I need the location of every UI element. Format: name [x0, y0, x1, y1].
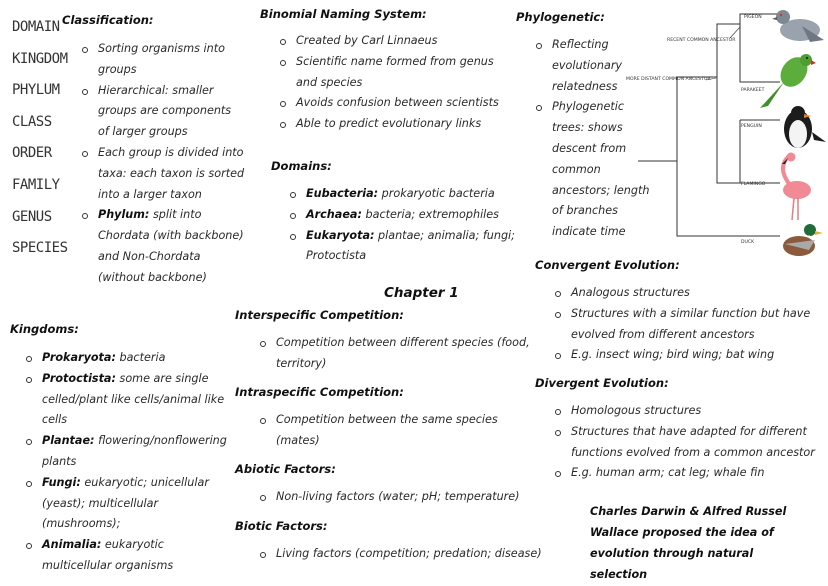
bullet-item [24, 473, 230, 535]
bullet-text: Each group is divided into taxa: each taxon is sorted into a larger taxon [98, 145, 245, 201]
recent-ancestor-pointer [730, 27, 740, 38]
bullet-text: bacteria; extremophiles [361, 207, 499, 221]
bullet-item [258, 410, 498, 452]
bullet-item [278, 114, 518, 135]
tree-branch [740, 24, 780, 82]
bullet-text: Structures that have adapted for different functions evolved from a common ancestor [571, 424, 815, 459]
bullet-text: Avoids confusion between scientists [296, 96, 499, 110]
bullet-text: plantae; animalia; fungi; Protoctista [306, 228, 515, 263]
bullet-item [278, 31, 518, 52]
duck-icon [783, 224, 823, 256]
interspecific-list [258, 333, 534, 375]
binomial-heading: Binomial Naming System: [260, 7, 427, 21]
taxon-rank: ORDER [12, 145, 52, 162]
bullet-term: Prokaryota: [42, 351, 116, 364]
bullet-item [278, 52, 518, 94]
chapter-title: Chapter 1 [384, 285, 459, 301]
intraspecific-heading: Intraspecific Competition: [235, 385, 404, 399]
bullet-text: flowering/nonflowering plants [42, 434, 227, 468]
taxon-rank: CLASS [12, 113, 52, 130]
bullet-text: eukaryotic multicellular organisms [42, 538, 174, 572]
bullet-text: eukaryotic; unicellular (yeast); multicellular (mushrooms); [42, 475, 209, 531]
bullet-item [553, 401, 825, 422]
taxon-rank: PHYLUM [12, 82, 60, 99]
penguin-icon [784, 106, 826, 148]
interspecific-heading: Interspecific Competition: [235, 308, 404, 322]
classification-heading: Classification: [62, 13, 154, 27]
bullet-text: Reflecting evolutionary relatedness [552, 38, 623, 93]
bullet-item [24, 369, 230, 431]
bullet-term: Animalia: [42, 538, 102, 552]
taxon-rank: DOMAIN [12, 19, 60, 35]
bullet-term: Protoctista: [42, 371, 116, 385]
bullet-item [24, 535, 230, 577]
bullet-item [278, 93, 518, 114]
abiotic-heading: Abiotic Factors: [235, 462, 336, 476]
bullet-text: Homologous structures [571, 404, 702, 417]
taxon-rank: GENUS [12, 208, 52, 225]
bullet-text: Sorting organisms into groups [98, 42, 225, 76]
bullet-text: Phylogenetic trees: shows descent from common ancestors; length of branches indicate time [552, 100, 650, 239]
biotic-heading: Biotic Factors: [235, 519, 328, 533]
kingdoms-list [24, 348, 230, 577]
bullet-item [258, 333, 534, 375]
bullet-text: Living factors (competition; predation; disease) [276, 547, 542, 560]
phylogenetic-tree-diagram [620, 0, 828, 262]
bullet-term: Fungi: [42, 475, 81, 489]
bullet-text: Non-living factors (water; pH; temperature) [276, 490, 520, 503]
penguin-label: PENGUIN [741, 124, 762, 129]
bullet-item [258, 544, 558, 565]
bullet-text: E.g. insect wing; bird wing; bat wing [571, 348, 775, 362]
bullet-item [553, 463, 825, 484]
pigeon-icon [772, 10, 824, 42]
bullet-text: Analogous structures [571, 286, 690, 299]
tree-branch [717, 14, 780, 77]
parakeet-icon [760, 52, 816, 108]
binomial-list [278, 31, 518, 135]
pigeon-label: PIGEON [744, 15, 762, 20]
bullet-text: prokaryotic bacteria [378, 187, 495, 200]
bullet-term: Eukaryota: [306, 228, 375, 242]
bullet-item [288, 184, 518, 205]
darwin-wallace-note: Charles Darwin & Alfred Russel Wallace proposed the idea of evolution through natural selection [590, 505, 787, 581]
divergent-list [553, 401, 825, 484]
duck-label: DUCK [741, 240, 755, 245]
flamingo-icon [782, 153, 811, 221]
taxon-rank: FAMILY [12, 176, 60, 193]
bullet-item [553, 422, 825, 464]
bullet-item [553, 283, 825, 304]
bullet-item [80, 81, 245, 143]
convergent-list [553, 283, 825, 366]
bullet-item [553, 304, 825, 346]
recent-ancestor-label: RECENT COMMON ANCESTOR [667, 38, 736, 43]
bullet-text: Competition between the same species (mates) [276, 413, 498, 447]
phylogenetic-heading: Phylogenetic: [516, 10, 605, 24]
taxon-rank: SPECIES [12, 240, 68, 257]
bullet-text: Able to predict evolutionary links [296, 117, 482, 131]
distant-ancestor-label: MORE DISTANT COMMON ANCESTOR [626, 77, 711, 82]
bullet-text: Hierarchical: smaller groups are components of larger groups [98, 83, 232, 139]
biotic-list [258, 544, 558, 565]
bullet-text: E.g. human arm; cat leg; whale fin [571, 466, 765, 480]
bullet-item [288, 205, 518, 226]
domains-list [288, 184, 518, 267]
bullet-item [24, 431, 230, 473]
tree-branch [740, 120, 780, 183]
bullet-term: Eubacteria: [306, 187, 379, 200]
taxonomy-ranks-list [12, 12, 68, 265]
bullet-item [80, 39, 245, 81]
bullet-text: split into Chordata (with backbone) and Non-Chordata (without backbone) [98, 208, 244, 284]
bullet-text: Scientific name formed from genus and species [296, 54, 494, 89]
bullet-term: Plantae: [42, 434, 95, 448]
bullet-term: Phylum: [98, 208, 150, 222]
taxon-rank: KINGDOM [12, 50, 68, 67]
bullet-term: Archaea: [306, 207, 362, 221]
bullet-text: Competition between different species (food, territory) [276, 336, 530, 370]
bullet-item [553, 345, 825, 366]
parakeet-label: PARAKEET [741, 88, 765, 93]
domains-heading: Domains: [271, 159, 332, 173]
abiotic-list [258, 487, 548, 508]
bullet-text: some are single celled/plant like cells/animal like cells [42, 371, 225, 427]
flamingo-label: FLAMINGO [741, 182, 766, 187]
bullet-item [288, 226, 518, 268]
bullet-item [24, 348, 230, 369]
intraspecific-list [258, 410, 498, 452]
bullet-item [258, 487, 548, 508]
bullet-text: Structures with a similar function but have evolved from different ancestors [571, 306, 811, 341]
kingdoms-heading: Kingdoms: [10, 322, 79, 336]
convergent-heading: Convergent Evolution: [535, 258, 680, 272]
divergent-heading: Divergent Evolution: [535, 376, 669, 390]
bullet-item [80, 143, 245, 205]
bullet-item [80, 205, 245, 288]
bullet-text: Created by Carl Linnaeus [296, 34, 438, 47]
tree-branch [638, 77, 717, 161]
tree-branch [677, 161, 780, 236]
classification-list [80, 39, 245, 289]
bullet-text: bacteria [115, 351, 166, 364]
